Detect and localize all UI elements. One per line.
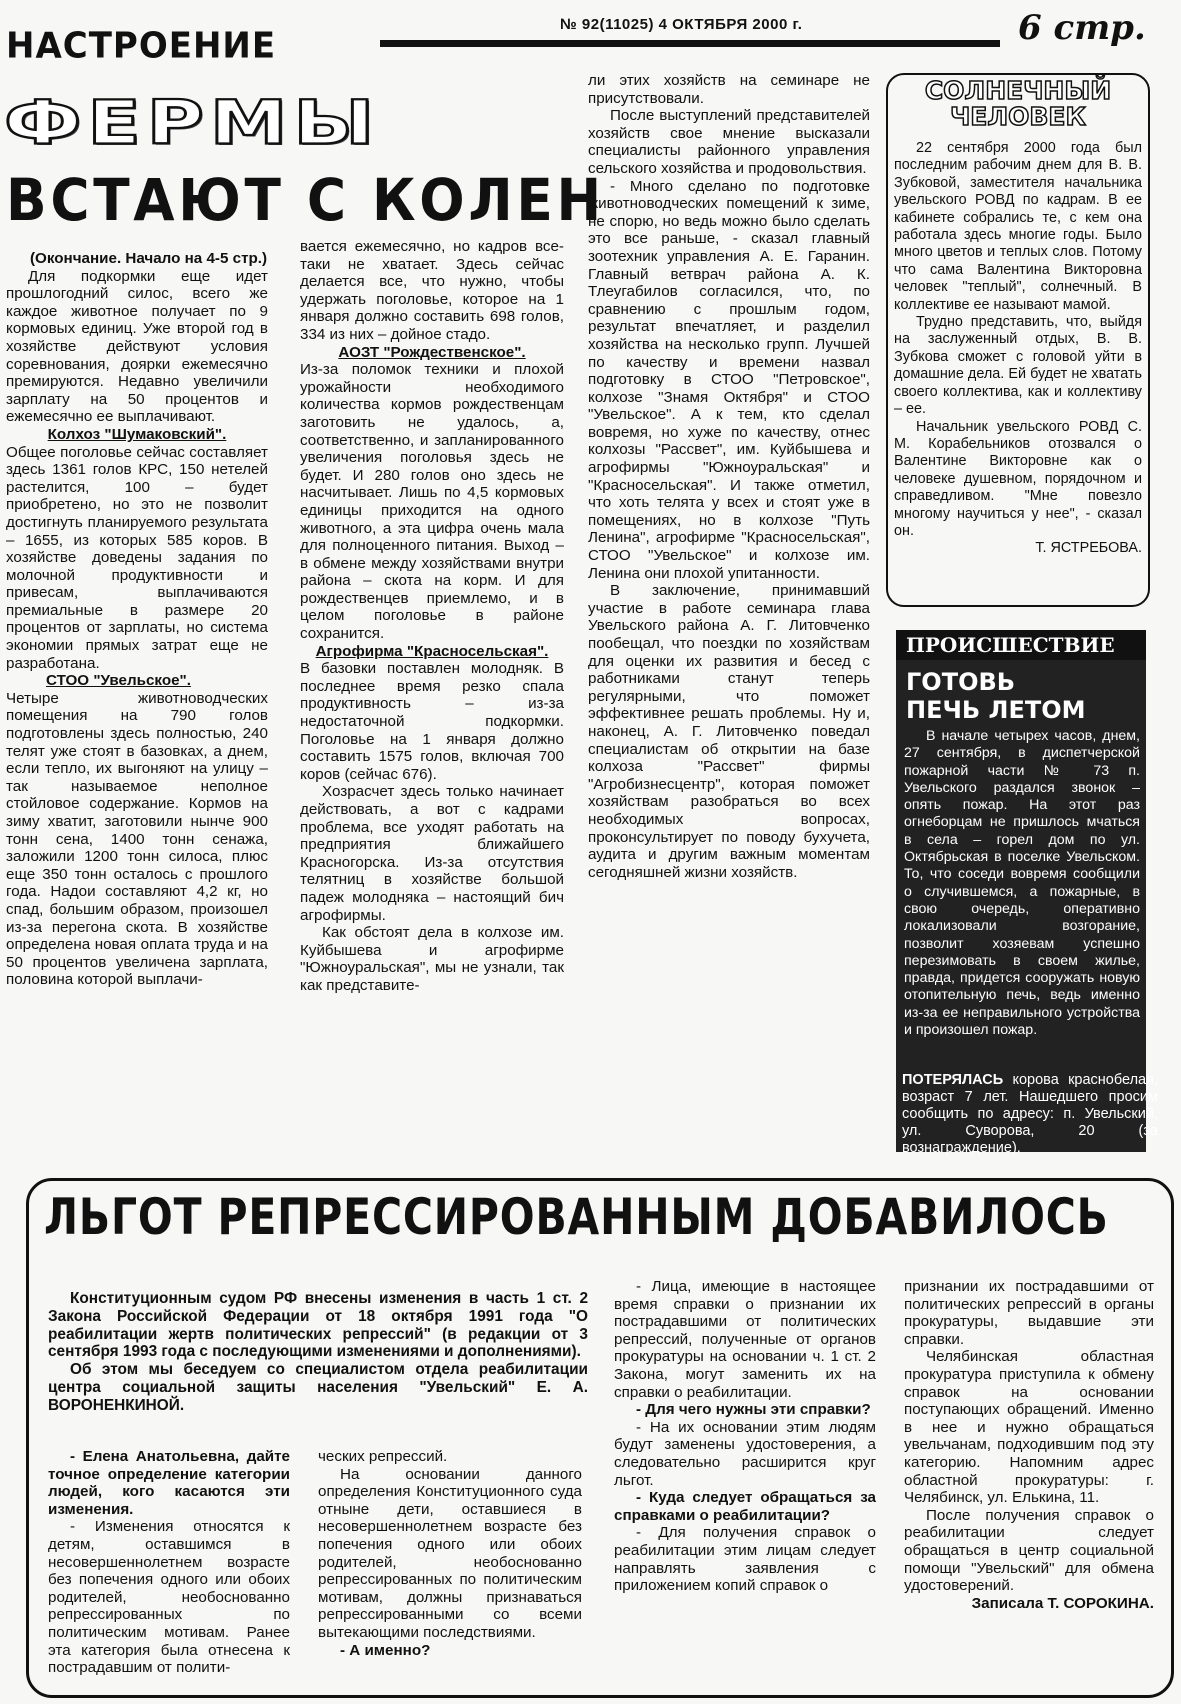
answer: Челябинская областная прокуратура приступила к обмену справок на основании поступающих обращений. Именно в нее и нужно обращаться увельчанам, подходившим под эту категорию. Напомним адрес областной прокуратуры: г. Челябинск, ул. Елькина, 11.: [904, 1348, 1154, 1507]
question: - Елена Анатольевна, дайте точное определение категории людей, кого касаются эти изменения.: [48, 1448, 290, 1518]
incident-title-line1: ГОТОВЬ: [906, 668, 1016, 696]
question: - А именно?: [340, 1641, 431, 1659]
lost-lead: ПОТЕРЯЛАСЬ: [902, 1072, 1004, 1088]
article2-column-1: [48, 1448, 290, 1677]
article2-column-2: [318, 1448, 582, 1659]
signature: Записала Т. СОРОКИНА.: [971, 1594, 1154, 1612]
subheading-krasnoselskaya: Агрофирма "Красносельская".: [315, 642, 549, 660]
article2-title: ЛЬГОТ РЕПРЕССИРОВАННЫМ ДОБАВИЛОСЬ: [44, 1188, 1109, 1246]
question: - Для чего нужны эти справки?: [636, 1401, 871, 1419]
article2-lead: [48, 1290, 588, 1415]
paragraph: Трудно представить, что, выйдя на заслуженный отдых, В. В. Зубкова сможет с головой уйти в домашние дела. Ей будет не хватать своего коллектива, как и коллективу – ее.: [894, 314, 1142, 418]
paragraph: В базовки поставлен молодняк. В последнее время резко спала продуктивность – из-за недостаточной подкормки. Поголовье на 1 января должно составить 1575 голов, включая 700 коров (сейчас 676).: [300, 660, 564, 783]
paragraph: - Много сделано по подготовке животноводческих помещений к зиме, не спорю, но ведь можно было сделать это все раньше, - сказал главный зоотехник управления А. Е. Гаранин. Главный ветврач района А. К. Тлеугабилов согласился, что, по сравнению с прошлым годом, результат впечатляет, и разделил хозяйства на несколько групп. Лучшей по качеству и времени назвал подготовку в СТОО "Петровское", колхозе "Знамя Октября" и СТОО "Увельское". А к тем, кто сделал вовремя, но хуже по качеству, отнес колхозы "Рассвет", им. Куйбышева и агрофирмы "Южноуральская" и "Красносельская". И также отметил, что хоть телята у всех и стоят уже в помещениях, но в колхозе "Путь Ленина", агрофирме "Красносельская", СТОО "Увельское" и колхозе им. Ленина они плохой упитанности.: [588, 177, 870, 582]
subheading-uvelskoe: СТОО "Увельское".: [46, 672, 191, 690]
article1-column-2: [300, 238, 564, 995]
lost-text: корова краснобелая, возраст 7 лет. Нашедшего просим сообщить по адресу: п. Увельский, ул. Суворова, 20 (за вознаграждение).: [902, 1072, 1158, 1156]
sunny-title-line2: ЧЕЛОВЕК: [950, 102, 1086, 131]
question: - Куда следует обращаться за справками о реабилитации?: [614, 1489, 876, 1524]
answer: ческих репрессий.: [318, 1448, 448, 1465]
paragraph: Начальник увельского РОВД С. М. Корабельников отозвался о Валентине Викторовне как о человеке душевном, порядочном и справедливом. "Мне повезло многому научиться у нее", - сказал он.: [894, 418, 1142, 539]
paragraph: Четыре животноводческих помещения на 790 голов подготовлены здесь полностью, 240 телят уже стоят в базовках, а днем, если тепло, их выгоняют на улицу – так называемое неполное стойловое содержание. Кормов на зиму хватит, заготовили нынче 900 тонн сена, 1400 тонн сенажа, заложили 1200 тонн силоса, плюс еще 350 тонн осталось с прошлого года. Надои составляют 4,2 кг, но спад, большим образом, произошел из-за перегона скота. В хозяйстве определена новая оплата труда и на 50 процентов увеличена зарплата, половина которой выплачи-: [6, 689, 268, 989]
paragraph: Для подкормки еще идет прошлогодний силос, всего же каждое животное получает по 9 кормовых единиц. Уже второй год в хозяйстве действуют условия соревнования, доярки ежемесячно премируются. Недавно увеличили зарплату на 50 процентов и ежемесячно ее выплачивают.: [6, 267, 268, 426]
sunny-title-line1: СОЛНЕЧНЫЙ: [924, 76, 1112, 105]
lead-paragraph: Об этом мы беседуем со специалистом отдела реабилитации центра социальной защиты населения "Увельский" Е. А. ВОРОНЕНКИНОЙ.: [48, 1361, 588, 1414]
lost-cow-notice: [902, 1072, 1158, 1157]
article-title-line1: ФЕРМЫ: [4, 88, 381, 159]
article1-column-3: [588, 72, 870, 881]
answer: После получения справок о реабилитации следует обращаться в центр социальной помощи "Увельский" для обмена удостоверений.: [904, 1506, 1154, 1595]
header-rule: [380, 40, 1000, 47]
issue-info: № 92(11025) 4 ОКТЯБРЯ 2000 г.: [560, 16, 803, 33]
author: Т. ЯСТРЕБОВА.: [1035, 540, 1142, 557]
incident-title-line2: ПЕЧЬ ЛЕТОМ: [906, 696, 1086, 724]
incident-text: [904, 728, 1140, 1039]
subheading-rozhdestvenskoe: АОЗТ "Рождественское".: [338, 343, 526, 361]
page-number: 6 стр.: [1018, 8, 1146, 48]
answer: - Для получения справок о реабилитации этим лицам следует направлять заявления с приложением копий справок о: [614, 1524, 876, 1595]
paragraph: Хозрасчет здесь только начинает действовать, а вот с кадрами проблема, все уходят работать на предприятия ближайшего Красногорска. Из-за отсутствия телятниц в хозяйстве большой падеж молодняка – настоящий бич агрофирмы.: [300, 783, 564, 924]
paragraph: 22 сентября 2000 года был последним рабочим днем для В. В. Зубковой, заместителя начальника увельского РОВД по кадрам. В ее кабинете собрались те, с кем она работала здесь многие годы. Было много цветов и теплых слов. Потому что сама Валентина Викторовна человек "теплый", солнечный. В коллективе ее называют мамой.: [894, 140, 1142, 313]
answer: - На их основании этим людям будут заменены удостоверения, а следовательно расширится круг льгот.: [614, 1418, 876, 1489]
paragraph: В начале четырех часов, днем, 27 сентября, в диспетчерской пожарной части № 73 п. Увельского раздался звонок – опять пожар. На этот раз огнеборцам не пришлось мчаться в села – горел дом по ул. Октябрьская в поселке Увельском. То, что соседи вовремя сообщили о случившемся, а пожарные, в свою очередь, оперативно локализовали возгорание, позволит хозяевам успешно перезимовать в своем жилье, правда, придется сооружать новую отопительную печь, ведь именно из-за ее неправильного устройства и произошел пожар.: [904, 728, 1140, 1039]
subheading-shumakovsky: Колхоз "Шумаковский".: [47, 425, 227, 443]
rubric-title: НАСТРОЕНИЕ: [6, 25, 277, 67]
answer: признании их пострадавшими от политических репрессий в органы прокуратуры, выдавшие эти справки.: [904, 1278, 1154, 1348]
lead-paragraph: Конституционным судом РФ внесены изменения в часть 1 ст. 2 Закона Российской Федерации от 18 октября 1991 года "О реабилитации жертв политических репрессий" (в редакции от 3 сентября 1993 года с последующими изменениями и дополнениями).: [48, 1290, 588, 1361]
article-title-line2: ВСТАЮТ С КОЛЕН: [6, 166, 605, 234]
article2-column-4: [904, 1278, 1154, 1612]
continuation-note: (Окончание. Начало на 4-5 стр.): [30, 250, 268, 267]
paragraph: Общее поголовье сейчас составляет здесь 1361 голов КРС, 150 нетелей растелится, 100 – будет приобретено, но это не позволит достигнуть планируемого результата – 1655, из которых 585 коров. В хозяйстве доведены задания по молочной продуктивности и привесам, выплачиваются премиальные в размере 20 процентов от зарплаты, но система экономии прямых затрат еще не разработана.: [6, 443, 268, 672]
paragraph: ли этих хозяйств на семинаре не присутствовали.: [588, 72, 870, 107]
paragraph: После выступлений представителей хозяйств свое мнение высказали специалисты районного управления сельского хозяйства и продовольствия.: [588, 107, 870, 177]
incident-title: [906, 668, 1086, 724]
article2-column-3: [614, 1278, 876, 1595]
paragraph: вается ежемесячно, но кадров все-таки не хватает. Здесь сейчас делается все, что нужно, чтобы удержать поголовье, которое на 1 января должно составить 698 голов, 334 из них – дойное стадо.: [300, 238, 564, 343]
sunny-person-title: [900, 78, 1136, 130]
sunny-person-text: [894, 140, 1142, 558]
answer: - Лица, имеющие в настоящее время справки о признании их пострадавшими от политических репрессий, полученные от органов прокуратуры на основании ч. 1 ст. 2 Закона, могут заменить их на справки о реабилитации.: [614, 1278, 876, 1401]
paragraph: Из-за поломок техники и плохой урожайности необходимого количества кормов рождественцам заготовить не удалось, а, соответственно, и запланированного увеличения поголовья здесь не будет. И 280 голов оно здесь не насчитывает. Лишь по 4,5 кормовых единицы приходится на одного животного, а эта цифра очень мала для полноценного питания. Выход – в обмене между хозяйствами внутри района – скота на корм. И для рождественцев приемлемо, и в целом поголовье в районе сохранится.: [300, 361, 564, 643]
answer: На основании данного определения Конституционного суда отныне дети, оставшиеся в несовершеннолетнем возрасте без попечения одного или обоих родителей, необоснованно репрессированных по политическим мотивам, должны признаваться репрессированными со всеми вытекающими последствиями.: [318, 1465, 582, 1641]
article1-column-1: [6, 250, 268, 989]
answer: - Изменения относятся к детям, оставшимся в несовершеннолетнем возрасте без попечения одного или обоих родителей, необоснованно репрессированных по политическим мотивам. Ранее эта категория была отнесена к пострадавшим от полити-: [48, 1518, 290, 1677]
paragraph: Как обстоят дела в колхозе им. Куйбышева и агрофирме "Южноуральская", мы не узнали, так как представите-: [300, 924, 564, 994]
paragraph: В заключение, принимавший участие в работе семинара глава Увельского района А. Г. Литовченко пообещал, что поездки по хозяйствам для оценки их развития и бесед с работниками станут теперь регулярными, что поможет эффективнее решать проблемы. Ну и, наконец, А. Г. Литовченко поведал специалистам об открытии на базе колхоза "Рассвет" фирмы "Агробизнесцентр", которая поможет хозяйствам разобраться во всех необходимых вопросах, проконсультирует по поводу бухучета, аудита и другим важным моментам сегодняшней жизни хозяйств.: [588, 582, 870, 881]
incident-rubric: ПРОИСШЕСТВИЕ: [896, 630, 1146, 660]
